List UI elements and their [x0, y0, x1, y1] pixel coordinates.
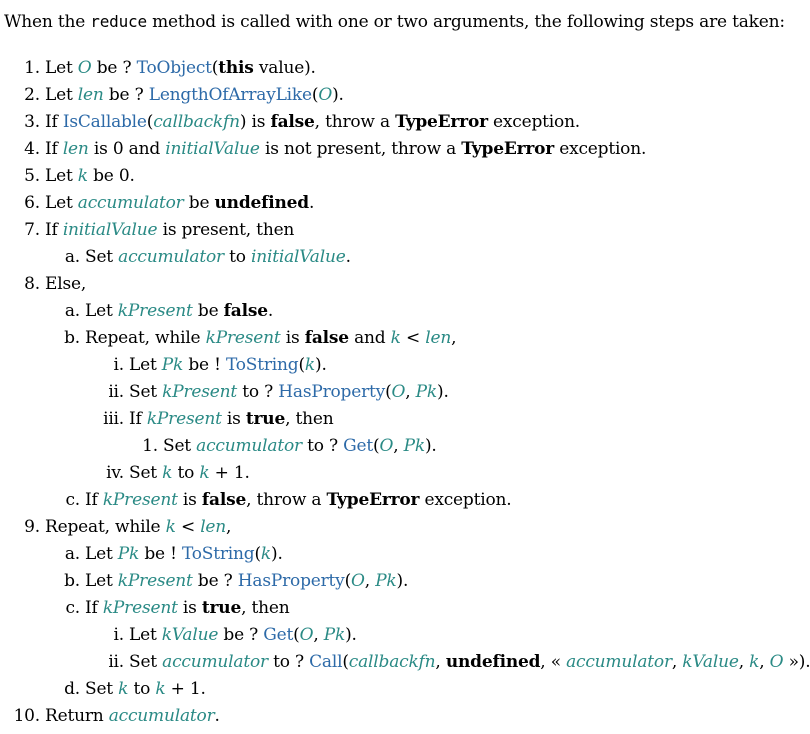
- keyword: undefined: [445, 652, 541, 672]
- variable-ref: k: [77, 166, 88, 186]
- step-text: [85, 328, 456, 348]
- step-line: [0, 57, 316, 79]
- step-text: [45, 85, 344, 105]
- keyword: false: [201, 490, 247, 510]
- operation-ref: Call: [309, 652, 343, 672]
- step-line: [0, 84, 344, 106]
- plain-text: Let: [85, 544, 118, 564]
- operation-ref: ToString: [225, 355, 299, 375]
- plain-text: is present, then: [157, 220, 295, 240]
- plain-text: be ?: [192, 571, 238, 591]
- variable-ref: kPresent: [205, 328, 281, 348]
- plain-text: is: [221, 409, 246, 429]
- variable-ref: callbackfn: [153, 112, 240, 132]
- keyword: false: [304, 328, 349, 348]
- step-number: 2.: [24, 85, 40, 105]
- step-line: [0, 516, 231, 538]
- plain-text: exception.: [419, 490, 512, 510]
- variable-ref: len: [62, 139, 89, 159]
- plain-text: ).: [315, 355, 327, 375]
- step-text: [45, 706, 220, 726]
- step-line: [0, 462, 250, 484]
- variable-ref: O: [318, 85, 333, 105]
- plain-text: value).: [253, 58, 316, 78]
- step-number: 1.: [24, 58, 40, 78]
- variable-ref: initialValue: [251, 247, 346, 267]
- step-number: iv.: [106, 463, 124, 483]
- step-text: [85, 571, 408, 591]
- operation-ref: HasProperty: [237, 571, 345, 591]
- plain-text: is: [177, 490, 202, 510]
- plain-text: ).: [396, 571, 409, 591]
- step-text: [129, 409, 333, 429]
- keyword: undefined: [214, 193, 309, 213]
- variable-ref: accumulator: [77, 193, 184, 213]
- keyword: TypeError: [461, 139, 554, 159]
- operation-ref: ToString: [181, 544, 255, 564]
- keyword: true: [201, 598, 242, 618]
- step-text: [45, 517, 231, 537]
- variable-ref: k: [155, 679, 166, 699]
- variable-ref: len: [200, 517, 227, 537]
- plain-text: to ?: [267, 652, 310, 672]
- plain-text: »).: [783, 652, 810, 672]
- plain-text: ,: [759, 652, 770, 672]
- plain-text: (: [342, 652, 349, 672]
- plain-text: be: [192, 301, 224, 321]
- step-number: a.: [64, 247, 80, 267]
- step-number: 3.: [24, 112, 40, 132]
- plain-text: (: [373, 436, 380, 456]
- variable-ref: Pk: [161, 355, 184, 375]
- step-number: a.: [64, 544, 80, 564]
- plain-text: ,: [313, 625, 324, 645]
- plain-text: Let: [45, 58, 78, 78]
- step-line: [0, 435, 437, 457]
- plain-text: ) is: [239, 112, 271, 132]
- step-text: [45, 139, 646, 159]
- plain-text: , then: [241, 598, 290, 618]
- variable-ref: accumulator: [566, 652, 672, 672]
- plain-text: ).: [332, 85, 344, 105]
- operation-ref: Get: [263, 625, 294, 645]
- plain-text: (: [211, 58, 219, 78]
- step-text: [85, 679, 206, 699]
- plain-text: exception.: [487, 112, 581, 132]
- variable-ref: len: [425, 328, 452, 348]
- plain-text: Let: [45, 166, 78, 186]
- step-number: iii.: [103, 409, 124, 429]
- plain-text: ).: [437, 382, 449, 402]
- step-line: [0, 300, 273, 322]
- keyword: true: [245, 409, 286, 429]
- plain-text: .: [214, 706, 220, 726]
- variable-ref: len: [77, 85, 104, 105]
- operation-ref: HasProperty: [278, 382, 386, 402]
- variable-ref: kPresent: [117, 571, 193, 591]
- step-text: [85, 301, 273, 321]
- step-number: c.: [65, 490, 80, 510]
- step-text: [45, 58, 316, 78]
- plain-text: is 0 and: [88, 139, 166, 159]
- step-text: [85, 490, 511, 510]
- plain-text: be ?: [218, 625, 264, 645]
- step-text: [129, 625, 357, 645]
- plain-text: is: [177, 598, 202, 618]
- intro-text-2: method is called with one or two arguments, the following steps are taken:: [146, 12, 785, 32]
- plain-text: Else,: [45, 274, 87, 294]
- plain-text: Set: [85, 247, 119, 267]
- plain-text: Let: [129, 625, 162, 645]
- step-number: i.: [113, 625, 124, 645]
- step-number: 9.: [24, 517, 40, 537]
- keyword: TypeError: [326, 490, 420, 510]
- plain-text: be !: [139, 544, 182, 564]
- step-text: [45, 193, 314, 213]
- plain-text: (: [254, 544, 261, 564]
- step-text: [45, 112, 580, 132]
- plain-text: ,: [738, 652, 750, 672]
- step-text: [129, 652, 810, 672]
- step-line: [0, 570, 408, 592]
- plain-text: to: [128, 679, 156, 699]
- operation-ref: Get: [343, 436, 373, 456]
- step-text: [45, 166, 135, 186]
- plain-text: .: [345, 247, 351, 267]
- plain-text: If: [45, 112, 63, 132]
- step-number: 8.: [24, 274, 40, 294]
- step-text: [129, 382, 449, 402]
- plain-text: If: [85, 490, 103, 510]
- step-line: [0, 678, 206, 700]
- plain-text: ,: [393, 436, 404, 456]
- keyword: false: [270, 112, 315, 132]
- step-line: [0, 273, 86, 295]
- plain-text: ,: [226, 517, 232, 537]
- plain-text: ,: [364, 571, 376, 591]
- plain-text: (: [344, 571, 352, 591]
- step-number: 10.: [13, 706, 40, 726]
- variable-ref: kPresent: [102, 598, 178, 618]
- plain-text: exception.: [554, 139, 647, 159]
- variable-ref: O: [77, 58, 92, 78]
- keyword: TypeError: [395, 112, 488, 132]
- variable-ref: O: [379, 436, 394, 456]
- plain-text: Set: [129, 463, 163, 483]
- step-number: b.: [64, 328, 80, 348]
- plain-text: ,: [451, 328, 457, 348]
- plain-text: .: [308, 193, 315, 213]
- plain-text: Return: [45, 706, 109, 726]
- variable-ref: Pk: [403, 436, 425, 456]
- variable-ref: kValue: [682, 652, 739, 672]
- step-number: b.: [64, 571, 80, 591]
- plain-text: (: [298, 355, 305, 375]
- step-number: 6.: [24, 193, 40, 213]
- plain-text: be ?: [91, 58, 137, 78]
- plain-text: ).: [424, 436, 437, 456]
- step-number: ii.: [108, 652, 124, 672]
- plain-text: Repeat, while: [45, 517, 166, 537]
- variable-ref: initialValue: [62, 220, 158, 240]
- plain-text: be ?: [103, 85, 149, 105]
- operation-ref: ToObject: [136, 58, 212, 78]
- plain-text: <: [175, 517, 201, 537]
- step-line: [0, 543, 283, 565]
- step-text: [129, 463, 250, 483]
- plain-text: to: [223, 247, 251, 267]
- step-number: 4.: [24, 139, 40, 159]
- variable-ref: k: [304, 355, 316, 375]
- variable-ref: callbackfn: [348, 652, 436, 672]
- intro-text-1: When the: [4, 12, 91, 32]
- step-number: c.: [65, 598, 80, 618]
- variable-ref: Pk: [117, 544, 140, 564]
- plain-text: Let: [45, 193, 78, 213]
- step-text: [85, 247, 351, 267]
- variable-ref: k: [260, 544, 272, 564]
- keyword: this: [218, 58, 254, 78]
- step-line: [0, 408, 333, 430]
- step-text: [163, 436, 437, 456]
- plain-text: Let: [129, 355, 162, 375]
- plain-text: , throw a: [246, 490, 327, 510]
- method-name-code: reduce: [90, 12, 147, 31]
- plain-text: Let: [85, 571, 118, 591]
- plain-text: If: [129, 409, 147, 429]
- variable-ref: accumulator: [118, 247, 224, 267]
- plain-text: , then: [285, 409, 334, 429]
- step-line: [0, 327, 456, 349]
- step-number: 1.: [142, 436, 158, 456]
- plain-text: Set: [163, 436, 197, 456]
- plain-text: + 1.: [209, 463, 250, 483]
- step-text: [45, 274, 86, 294]
- step-number: 5.: [24, 166, 40, 186]
- variable-ref: Pk: [415, 382, 438, 402]
- step-number: ii.: [108, 382, 124, 402]
- plain-text: be 0.: [87, 166, 135, 186]
- variable-ref: k: [390, 328, 401, 348]
- step-line: [0, 165, 135, 187]
- keyword: false: [223, 301, 268, 321]
- plain-text: to ?: [301, 436, 344, 456]
- step-line: [0, 192, 314, 214]
- variable-ref: Pk: [375, 571, 397, 591]
- plain-text: + 1.: [165, 679, 206, 699]
- plain-text: ).: [345, 625, 357, 645]
- variable-ref: k: [162, 463, 173, 483]
- variable-ref: accumulator: [196, 436, 302, 456]
- plain-text: to: [172, 463, 200, 483]
- step-number: 7.: [24, 220, 40, 240]
- variable-ref: kPresent: [162, 382, 238, 402]
- plain-text: to ?: [237, 382, 279, 402]
- plain-text: Set: [129, 382, 163, 402]
- step-line: [0, 489, 511, 511]
- step-line: [0, 651, 810, 673]
- plain-text: ,: [405, 382, 416, 402]
- plain-text: Let: [85, 301, 118, 321]
- variable-ref: kPresent: [146, 409, 222, 429]
- variable-ref: accumulator: [162, 652, 268, 672]
- step-number: a.: [64, 301, 80, 321]
- intro-paragraph: [4, 11, 785, 33]
- plain-text: ,: [435, 652, 446, 672]
- step-text: [85, 598, 289, 618]
- step-line: [0, 705, 220, 727]
- operation-ref: LengthOfArrayLike: [148, 85, 312, 105]
- plain-text: , «: [540, 652, 567, 672]
- plain-text: If: [45, 139, 63, 159]
- variable-ref: Pk: [323, 625, 346, 645]
- plain-text: Set: [129, 652, 163, 672]
- variable-ref: O: [351, 571, 365, 591]
- variable-ref: kValue: [161, 625, 219, 645]
- step-line: [0, 219, 294, 241]
- variable-ref: kPresent: [117, 301, 193, 321]
- plain-text: and: [348, 328, 391, 348]
- variable-ref: O: [769, 652, 784, 672]
- plain-text: ,: [671, 652, 683, 672]
- step-text: [45, 220, 294, 240]
- step-line: [0, 624, 357, 646]
- plain-text: Let: [45, 85, 78, 105]
- plain-text: , throw a: [314, 112, 396, 132]
- step-number: d.: [64, 679, 80, 699]
- plain-text: be !: [183, 355, 226, 375]
- plain-text: (: [293, 625, 300, 645]
- variable-ref: k: [199, 463, 210, 483]
- plain-text: (: [311, 85, 319, 105]
- variable-ref: k: [165, 517, 176, 537]
- plain-text: If: [45, 220, 63, 240]
- variable-ref: initialValue: [165, 139, 260, 159]
- step-line: [0, 354, 327, 376]
- step-text: [129, 355, 327, 375]
- plain-text: be: [183, 193, 215, 213]
- operation-ref: IsCallable: [62, 112, 147, 132]
- plain-text: (: [146, 112, 154, 132]
- plain-text: is not present, throw a: [259, 139, 462, 159]
- step-line: [0, 111, 580, 133]
- variable-ref: k: [749, 652, 760, 672]
- plain-text: If: [85, 598, 103, 618]
- step-line: [0, 138, 646, 160]
- variable-ref: O: [391, 382, 406, 402]
- plain-text: (: [385, 382, 392, 402]
- plain-text: Set: [85, 679, 119, 699]
- variable-ref: accumulator: [108, 706, 215, 726]
- step-line: [0, 597, 289, 619]
- variable-ref: O: [299, 625, 314, 645]
- step-text: [85, 544, 283, 564]
- variable-ref: kPresent: [102, 490, 178, 510]
- plain-text: .: [267, 301, 274, 321]
- step-number: i.: [113, 355, 124, 375]
- plain-text: ).: [271, 544, 283, 564]
- step-line: [0, 246, 351, 268]
- plain-text: <: [400, 328, 426, 348]
- plain-text: Repeat, while: [85, 328, 206, 348]
- plain-text: is: [280, 328, 305, 348]
- step-line: [0, 381, 449, 403]
- variable-ref: k: [118, 679, 129, 699]
